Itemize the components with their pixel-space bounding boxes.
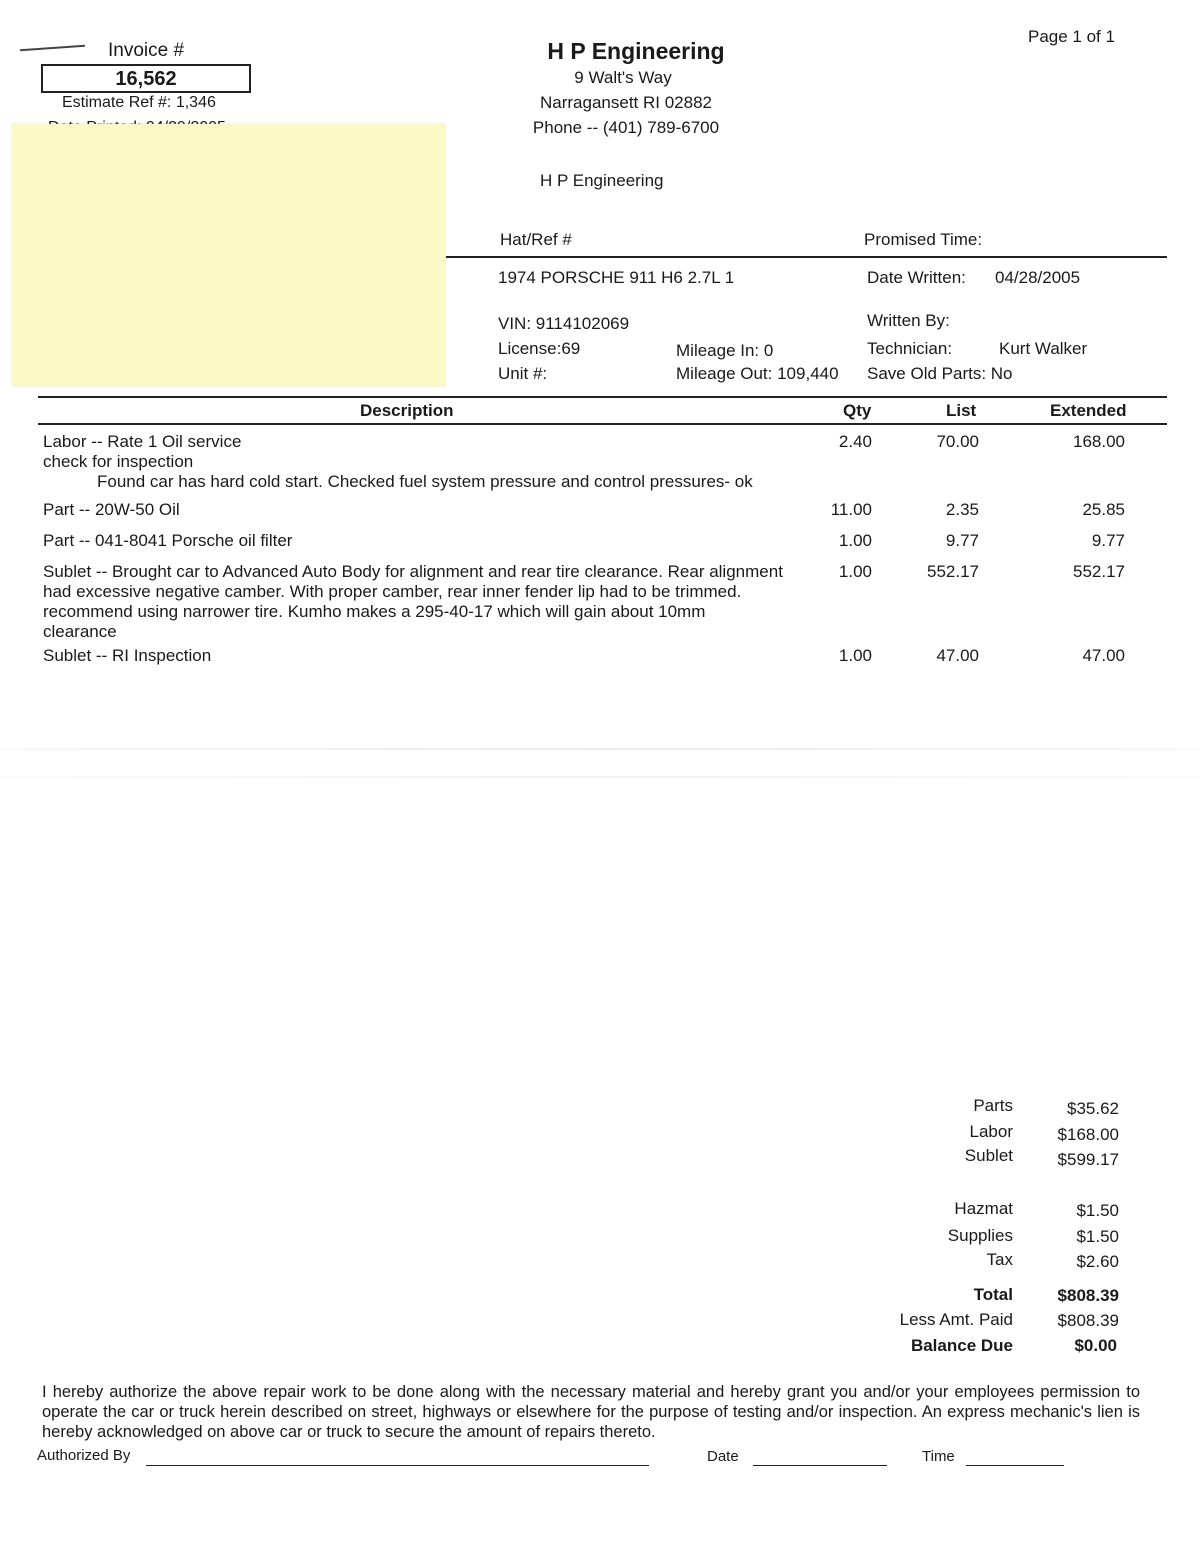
supplies-label: Supplies	[947, 1226, 1013, 1245]
parts-total-value: $35.62	[1067, 1099, 1119, 1118]
balance-due-label: Balance Due	[910, 1336, 1013, 1355]
page-indicator: Page 1 of 1	[1028, 27, 1115, 46]
shop-phone: Phone -- (401) 789-6700	[532, 118, 720, 137]
shop-address-line2: Narragansett RI 02882	[540, 93, 712, 112]
date-written-value: 04/28/2005	[995, 268, 1081, 287]
technician-name: Kurt Walker	[999, 339, 1088, 358]
mileage-out: Mileage Out: 109,440	[676, 364, 839, 383]
vehicle-description: 1974 PORSCHE 911 H6 2.7L 1	[498, 268, 735, 287]
vehicle-header-rule	[446, 256, 1167, 258]
tax-value: $2.60	[1076, 1252, 1119, 1271]
estimate-ref: Estimate Ref #: 1,346	[62, 94, 216, 111]
row-note: Found car has hard cold start. Checked fuel system pressure and control pressures- ok	[97, 472, 753, 491]
unit-number: Unit #:	[498, 364, 548, 383]
row-qty: 2.40	[838, 432, 872, 451]
row-description: Sublet -- RI Inspection	[43, 646, 212, 665]
date-written-label: Date Written:	[867, 268, 966, 287]
date-label: Date	[707, 1448, 739, 1465]
table-top-rule	[38, 396, 1167, 398]
written-by-label: Written By:	[867, 311, 950, 330]
table-header-rule	[38, 423, 1167, 425]
row-qty: 1.00	[838, 531, 872, 550]
row-extended: 25.85	[1082, 500, 1125, 519]
paper-fold-line	[0, 748, 1200, 750]
row-extended: 9.77	[1091, 531, 1125, 550]
row-qty: 1.00	[838, 562, 872, 581]
vin: VIN: 9114102069	[498, 314, 630, 333]
hazmat-value: $1.50	[1076, 1201, 1119, 1220]
authorization-statement: I hereby authorize the above repair work to be done along with the necessary material and hereby grant you and/or your employees permission to operate the car or truck herein described on street, highways or elsewhere for the purpose of testing and/or inspection. An express mechanic's lien is hereby acknowledged on above car or truck to secure the amount of repairs thereto.	[42, 1383, 1140, 1441]
row-extended: 47.00	[1082, 646, 1125, 665]
grand-total-label: Total	[973, 1285, 1013, 1304]
time-signature-line[interactable]	[966, 1465, 1064, 1466]
invoice-label: Invoice #	[108, 40, 185, 61]
hat-ref-label: Hat/Ref #	[500, 230, 572, 249]
row-list: 9.77	[945, 531, 979, 550]
parts-total-label: Parts	[973, 1096, 1013, 1115]
authorized-by-signature-line[interactable]	[146, 1465, 649, 1466]
column-header-description: Description	[360, 401, 454, 420]
row-note: check for inspection	[43, 452, 194, 471]
sticky-note	[12, 124, 445, 386]
shop-name: H P Engineering	[547, 38, 725, 64]
sublet-total-value: $599.17	[1057, 1150, 1119, 1169]
paper-fold-line	[0, 776, 1200, 778]
row-list: 47.00	[936, 646, 979, 665]
sublet-total-label: Sublet	[964, 1146, 1013, 1165]
row-description: Part -- 041-8041 Porsche oil filter	[43, 531, 293, 550]
license: License:69	[498, 339, 581, 358]
amount-paid-label: Less Amt. Paid	[899, 1310, 1013, 1329]
promised-time-label: Promised Time:	[864, 230, 983, 249]
invoice-number: 16,562	[115, 68, 177, 90]
save-old-parts: Save Old Parts: No	[867, 364, 1013, 383]
labor-total-label: Labor	[969, 1122, 1013, 1141]
row-extended: 552.17	[1073, 562, 1125, 581]
row-qty: 1.00	[838, 646, 872, 665]
row-extended: 168.00	[1073, 432, 1125, 451]
shop-address-line1: 9 Walt's Way	[574, 68, 672, 87]
row-description: Part -- 20W-50 Oil	[43, 500, 180, 519]
row-description: Labor -- Rate 1 Oil service	[43, 432, 242, 451]
row-list: 552.17	[927, 562, 979, 581]
shop-name-secondary: H P Engineering	[540, 171, 664, 190]
column-header-qty: Qty	[843, 401, 872, 420]
labor-total-value: $168.00	[1057, 1125, 1119, 1144]
hazmat-label: Hazmat	[954, 1199, 1013, 1218]
column-header-extended: Extended	[1050, 401, 1127, 420]
authorized-by-label: Authorized By	[37, 1447, 131, 1464]
supplies-value: $1.50	[1076, 1227, 1119, 1246]
column-header-list: List	[946, 401, 977, 420]
balance-due-value: $0.00	[1074, 1336, 1117, 1355]
amount-paid-value: $808.39	[1057, 1311, 1119, 1330]
row-qty: 11.00	[830, 500, 872, 519]
pen-mark	[20, 45, 85, 52]
grand-total-value: $808.39	[1057, 1286, 1119, 1305]
row-list: 2.35	[945, 500, 979, 519]
row-list: 70.00	[936, 432, 979, 451]
mileage-in: Mileage In: 0	[676, 341, 774, 360]
row-description: Sublet -- Brought car to Advanced Auto Body for alignment and rear tire clearance. Rear alignment had excessive negative camber. With proper camber, rear inner fender lip had to be trimmed. recommend using narrower tire. Kumho makes a 295-40-17 which will gain about 10mm clearance	[43, 562, 783, 641]
date-signature-line[interactable]	[753, 1465, 887, 1466]
technician-label: Technician:	[867, 339, 953, 358]
time-label: Time	[922, 1448, 955, 1465]
tax-label: Tax	[986, 1250, 1013, 1269]
